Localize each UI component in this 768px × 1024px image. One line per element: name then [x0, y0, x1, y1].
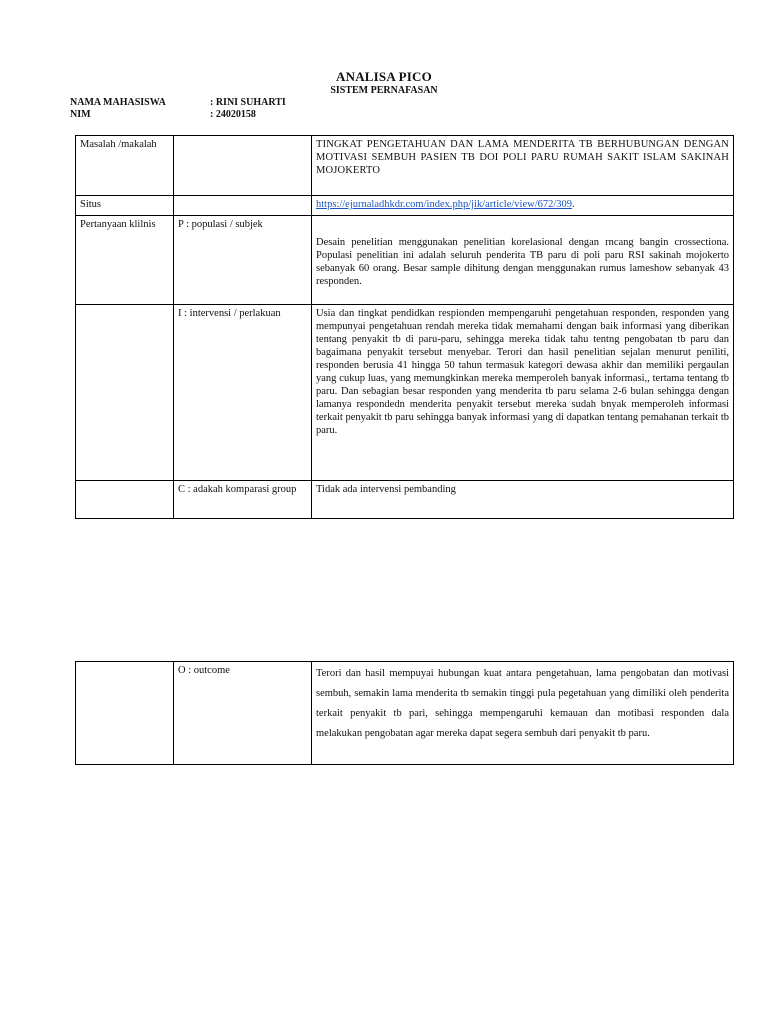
student-info — [70, 97, 286, 121]
student-nim-label: NIM — [70, 109, 91, 120]
o-text: Terori dan hasil mempuyai hubungan kuat antara pengetahuan, lama pengobatan dan motivasi sembuh, semakin lama menderita tb semakin tinggi pula pegetahuan yang dimiliki oleh penderita terkait penyakit tb pari, sehingga mempengaruhi kemauan dan motibasi responden dala melakukan pengobatan agar mereka dapat segera sembuh dari penyakit tb paru. — [312, 662, 734, 765]
i-text: Usia dan tingkat pendidkan respionden mempengaruhi pengetahuan responden, responden yang mempunyai pengetahuan rendah mereka tidak memahami dengan baik informasi yang diberikan tentang penyakit tb di paru-paru, sehingga mereka tidak tahu tentng pengobatan tb paru dan bagaimana penyakit tersebut menyebar. Terori dan hasil penelitian sejalan menurut peniliti, responden berusia 41 hingga 50 tahun termasuk kategori dewasa akhir dan memiliki pergaulan yang cukup luas, yang memungkinkan mereka memperoleh banyak informasi,, tertama tentang tb paru. Dan sebagian besar responden yang menderita tb paru selama 2-6 bulan sehingga dengan lamanya respondedn menderita penyakit tersebut mereka sudah bnyak memperoleh informasi terkait penyakit tb paru sehingga banyak informasi yang di dapatkan tentang pemahanan terkait tb paru. — [312, 305, 734, 481]
row-situs — [76, 196, 734, 216]
situs-label: Situs — [76, 196, 174, 216]
row-masalah — [76, 136, 734, 196]
pico-table — [75, 135, 734, 519]
document-title: ANALISA PICO — [336, 69, 432, 84]
row-outcome — [76, 662, 734, 765]
pico-table-continued — [75, 661, 734, 765]
situs-link[interactable]: https://ejurnaladhkdr.com/index.php/jik/article/view/672/309 — [316, 199, 573, 210]
masalah-label: Masalah /makalah — [76, 136, 174, 196]
document-subtitle: SISTEM PERNAFASAN — [330, 85, 438, 96]
komparasi-empty-cell — [76, 481, 174, 519]
masalah-text: TINGKAT PENGETAHUAN DAN LAMA MENDERITA TB BERHUBUNGAN DENGAN MOTIVASI SEMBUH PASIEN TB DOI POLI PARU RUMAH SAKIT ISLAM SAKINAH MOJOKERTO — [312, 136, 734, 196]
pertanyaan-label: Pertanyaan klilnis — [76, 216, 174, 305]
row-populasi — [76, 216, 734, 305]
o-label: O : outcome — [174, 662, 312, 765]
row-intervensi — [76, 305, 734, 481]
c-text: Tidak ada intervensi pembanding — [312, 481, 734, 519]
i-label: I : intervensi / perlakuan — [174, 305, 312, 481]
p-text: Desain penelitian menggunakan penelitian korelasional dengan rncang bangin crossectiona. Populasi penelitian ini adalah seluruh penderita TB paru di poli paru RSI sakinah mojokerto sebanyak 60 orang. Besar sample dihitung dengan menggunakan rumus lameshow sebanyak 43 responden. — [312, 216, 734, 305]
row-komparasi — [76, 481, 734, 519]
situs-cell — [312, 196, 734, 216]
student-nim-value: : 24020158 — [210, 109, 256, 120]
student-name-label: NAMA MAHASISWA — [70, 97, 166, 108]
situs-empty-cell — [174, 196, 312, 216]
p-label: P : populasi / subjek — [174, 216, 312, 305]
student-name-value: : RINI SUHARTI — [210, 97, 286, 108]
masalah-empty-cell — [174, 136, 312, 196]
student-nim-row — [70, 109, 286, 121]
c-label: C : adakah komparasi group — [174, 481, 312, 519]
outcome-empty-cell — [76, 662, 174, 765]
situs-suffix: . — [572, 199, 575, 210]
intervensi-empty-cell — [76, 305, 174, 481]
student-name-row — [70, 97, 286, 109]
